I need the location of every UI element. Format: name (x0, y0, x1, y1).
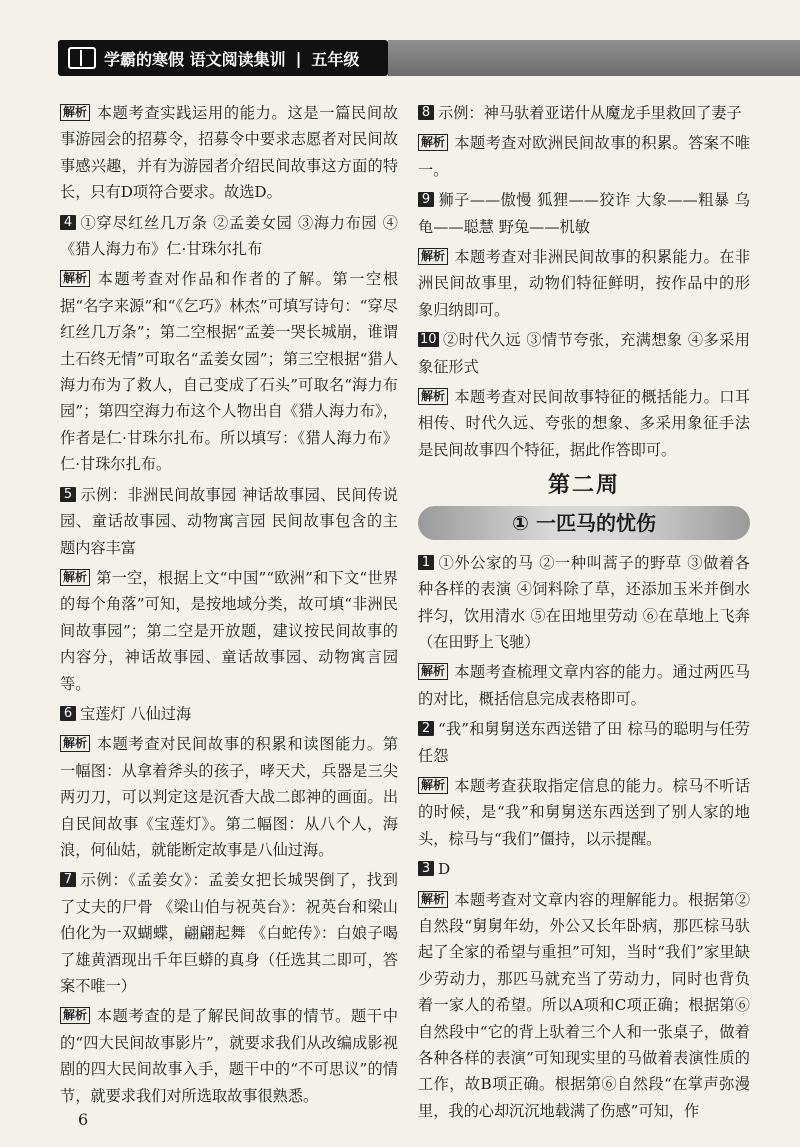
analysis-paragraph (60, 731, 398, 863)
header-title: 学霸的寒假 语文阅读集训 (104, 49, 286, 69)
analysis-tag: 解析 (418, 248, 448, 265)
paragraph-text: 本题考查对文章内容的理解能力。根据第②自然段“舅舅年幼，外公又长年卧病，那匹棕马驮起了全家的希望与重担”可知，当时“我们”家里缺少劳动力，那匹马就充当了劳动力，同时也背负着一家人的希望。所以A项和C项正确；根据第⑥自然段中“它的背上驮着三个人和一张桌子，做着各种各样的表演”可知现实里的马做着表演性质的工作，故B项正确。根据第⑥自然段“在掌声弥漫里，我的心却沉沉地载满了伤感”可知，作 (418, 890, 750, 1120)
header-band (388, 40, 800, 76)
analysis-tag: 解析 (418, 134, 448, 151)
paragraph-text: 本题考查的是了解民间故事的情节。题干中的“四大民间故事影片”，就要求我们从改编成影视剧的四大民间故事入手，题干中的“不可思议”的情节，就要求我们对所选取故事很熟悉。 (60, 1007, 398, 1105)
answer-paragraph (418, 327, 750, 380)
analysis-paragraph (60, 100, 398, 206)
analysis-tag: 解析 (418, 388, 448, 405)
paragraph-text: 宝莲灯 八仙过海 (80, 704, 192, 723)
paragraph-text: “我”和舅舅送东西送错了田 棕马的聪明与任劳任怨 (418, 720, 750, 765)
question-number: 10 (420, 332, 437, 348)
analysis-tag: 解析 (418, 891, 448, 908)
question-number: 4 (60, 215, 76, 230)
paragraph-text: 本题考查对作品和作者的了解。第一空根据“名字来源”和“《乞巧》林杰”可填写诗句：“穿尽红丝几万条”；第二空根据“孟姜一哭长城崩，谁谓土石终无情”可取名“孟姜女园”；第三空根据“猎人海力布为了救人，自己变成了石头”可取名“海力布园”；第四空海力布这个人物出自《猎人海力布》，作者是仁·甘珠尔扎布。所以填写：《猎人海力布》仁·甘珠尔扎布。 (60, 270, 398, 474)
paragraph-text: 示例：非洲民间故事园 神话故事园、民间传说园、童话故事园、动物寓言园 民间故事包含的主题内容丰富 (60, 485, 398, 557)
answer-paragraph (418, 716, 750, 769)
analysis-tag: 解析 (60, 1007, 90, 1024)
paragraph-text: 本题考查对民间故事特征的概括能力。口耳相传、时代久远、夸张的想象、多采用象征手法是民间故事四个特征，据此作答即可。 (418, 388, 750, 459)
paragraph-text: 本题考查获取指定信息的能力。棕马不听话的时候，是“我”和舅舅送东西送到了别人家的地头，棕马与“我们”僵持，以示提醒。 (418, 776, 750, 848)
analysis-paragraph (60, 565, 398, 697)
answer-paragraph (418, 100, 750, 126)
question-number: 6 (60, 706, 76, 721)
analysis-paragraph (60, 1003, 398, 1109)
question-number: 7 (60, 872, 76, 887)
paragraph-text: 本题考查实践运用的能力。这是一篇民间故事游园会的招募令，招募令中要求志愿者对民间故事感兴趣，并有为游园者介绍民间故事这方面的特长，只有D项符合要求。故选D。 (60, 104, 398, 202)
question-number: 9 (418, 192, 434, 207)
right-top-answers (418, 100, 750, 463)
analysis-paragraph (418, 887, 750, 1125)
question-number: 8 (418, 105, 434, 120)
analysis-paragraph (418, 773, 750, 852)
paragraph-text: 示例：《孟姜女》：孟姜女把长城哭倒了，找到了丈夫的尸骨 《梁山伯与祝英台》：祝英台和梁山伯化为一双蝴蝶，翩翩起舞 《白蛇传》：白娘子喝了雄黄酒现出千年巨蟒的真身（任选其二即可，答案不唯一） (60, 871, 398, 995)
paragraph-text: ①外公家的马 ②一种叫蒿子的野草 ③做着各种各样的表演 ④饲料除了草，还添加玉米并倒水拌匀，饮用清水 ⑤在田地里劳动 ⑥在草地上飞奔（在田野上飞驰） (418, 553, 750, 651)
answer-paragraph (60, 482, 398, 561)
analysis-paragraph (418, 130, 750, 183)
paragraph-text: 本题考查梳理文章内容的能力。通过两匹马的对比，概括信息完成表格即可。 (418, 663, 750, 708)
analysis-tag: 解析 (60, 735, 90, 752)
book-header (58, 40, 388, 76)
analysis-paragraph (60, 266, 398, 477)
book-icon (68, 47, 96, 69)
analysis-tag: 解析 (60, 569, 90, 586)
analysis-paragraph (418, 384, 750, 463)
analysis-tag: 解析 (60, 104, 90, 121)
paragraph-text: 本题考查对非洲民间故事的积累能力。在非洲民间故事里，动物们特征鲜明，按作品中的形象归纳即可。 (418, 248, 750, 319)
answer-paragraph (60, 867, 398, 999)
paragraph-text: 本题考查对欧洲民间故事的积累。答案不唯一。 (418, 134, 750, 179)
analysis-paragraph (418, 244, 750, 323)
right-bottom-answers (418, 550, 750, 1125)
question-number: 2 (418, 721, 434, 736)
question-number: 3 (418, 861, 434, 876)
analysis-tag: 解析 (60, 270, 90, 287)
lesson-title: ① 一匹马的忧伤 (418, 506, 750, 540)
header-separator: | (295, 48, 302, 68)
header-grade: 五年级 (311, 49, 360, 69)
paragraph-text: ①穿尽红丝几万条 ②孟姜女园 ③海力布园 ④《猎人海力布》仁·甘珠尔扎布 (60, 213, 398, 259)
paragraph-text: 第一空，根据上文“中国”“欧洲”和下文“世界的每个角落”可知，是按地域分类，故可填“非洲民间故事园”；第二空是开放题，建议按民间故事的内容分，神话故事园、童话故事园、动物寓言园等。 (60, 568, 398, 693)
answer-paragraph (60, 210, 398, 263)
answer-paragraph (418, 856, 750, 882)
week-title: 第二周 (547, 473, 620, 499)
right-column (418, 100, 750, 1128)
paragraph-text: 示例：神马驮着亚诺什从魔龙手里救回了妻子 (438, 104, 742, 122)
paragraph-text: D (438, 860, 451, 879)
question-number: 1 (418, 555, 434, 570)
answer-paragraph (418, 187, 750, 240)
paragraph-text: 本题考查对民间故事的积累和读图能力。第一幅图：从拿着斧头的孩子，哮天犬，兵器是三尖两刃刀，可以判定这是沉香大战二郎神的画面。出自民间故事《宝莲灯》。第二幅图：从八个人，海浪，何仙姑，就能断定故事是八仙过海。 (60, 735, 398, 859)
analysis-paragraph (418, 659, 750, 712)
page-number: 6 (78, 1110, 89, 1129)
question-number: 5 (60, 487, 76, 502)
analysis-tag: 解析 (418, 663, 448, 680)
analysis-tag: 解析 (418, 777, 448, 794)
paragraph-text: ②时代久远 ③情节夸张，充满想象 ④多采用象征形式 (418, 331, 750, 376)
paragraph-text: 狮子——傲慢 狐狸——狡诈 大象——粗暴 乌龟——聪慧 野兔——机敏 (418, 191, 750, 236)
answer-paragraph (418, 550, 750, 656)
answer-paragraph (60, 701, 398, 727)
left-column (60, 100, 398, 1113)
